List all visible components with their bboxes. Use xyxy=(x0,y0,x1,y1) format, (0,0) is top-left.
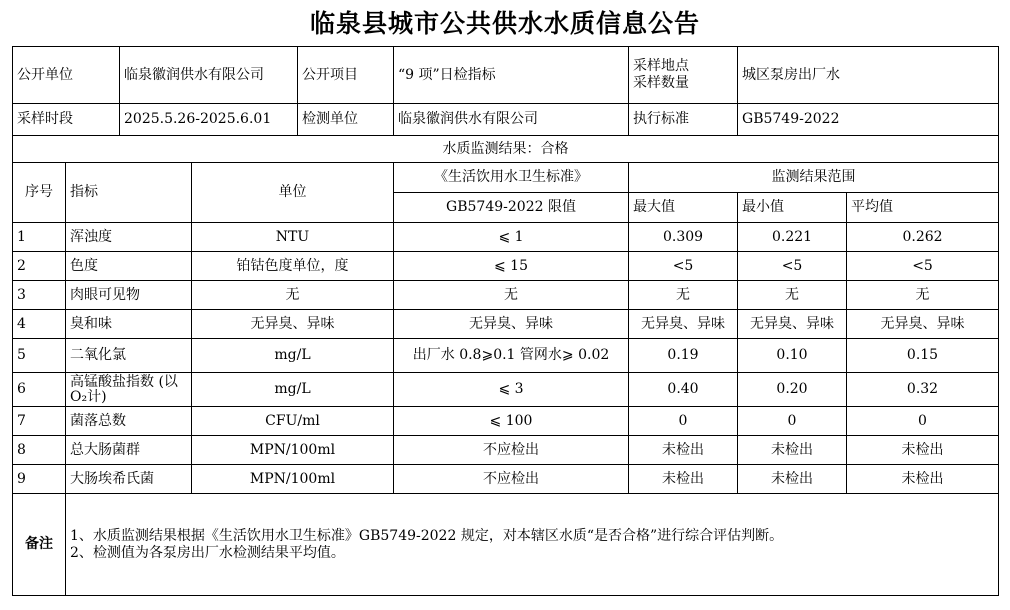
table-row xyxy=(13,252,999,281)
cell-unit: 无异臭、异味 xyxy=(192,310,394,339)
publisher-value: 临泉徽润供水有限公司 xyxy=(120,47,298,104)
cell-unit: mg/L xyxy=(192,339,394,373)
header-indicator: 指标 xyxy=(66,163,192,223)
cell-no: 5 xyxy=(13,339,66,373)
sampling-place-label xyxy=(629,47,738,104)
cell-indicator: 浑浊度 xyxy=(66,223,192,252)
table-row xyxy=(13,436,999,465)
period-value: 2025.5.26-2025.6.01 xyxy=(120,104,298,136)
cell-avg: 0.262 xyxy=(847,223,999,252)
cell-unit: MPN/100ml xyxy=(192,465,394,494)
cell-min: 0.221 xyxy=(738,223,847,252)
cell-min: 未检出 xyxy=(738,436,847,465)
table-row xyxy=(13,310,999,339)
cell-indicator: 臭和味 xyxy=(66,310,192,339)
header-range: 监测结果范围 xyxy=(629,163,999,193)
cell-no: 4 xyxy=(13,310,66,339)
cell-avg: 未检出 xyxy=(847,436,999,465)
cell-max: 0.40 xyxy=(629,373,738,407)
cell-min: 无 xyxy=(738,281,847,310)
cell-unit: NTU xyxy=(192,223,394,252)
cell-limit: 不应检出 xyxy=(394,436,629,465)
cell-limit: ⩽ 1 xyxy=(394,223,629,252)
cell-max: 未检出 xyxy=(629,465,738,494)
cell-no: 7 xyxy=(13,407,66,436)
header-standard-line2: GB5749-2022 限值 xyxy=(394,193,629,223)
item-label: 公开项目 xyxy=(298,47,394,104)
note-line-2: 2、检测值为各泵房出厂水检测结果平均值。 xyxy=(70,544,345,561)
cell-limit: ⩽ 100 xyxy=(394,407,629,436)
cell-unit: CFU/ml xyxy=(192,407,394,436)
notes-row xyxy=(13,494,999,596)
cell-indicator: 菌落总数 xyxy=(66,407,192,436)
cell-min: 0.10 xyxy=(738,339,847,373)
table-row xyxy=(13,281,999,310)
cell-max: 0 xyxy=(629,407,738,436)
header-avg: 平均值 xyxy=(847,193,999,223)
cell-min: 0.20 xyxy=(738,373,847,407)
info-row-2 xyxy=(13,104,999,136)
cell-indicator: 高锰酸盐指数 (以 O₂计) xyxy=(66,373,192,407)
cell-avg: 0.32 xyxy=(847,373,999,407)
cell-indicator: 总大肠菌群 xyxy=(66,436,192,465)
sampling-place-value: 城区泵房出厂水 xyxy=(738,47,999,104)
cell-min: 未检出 xyxy=(738,465,847,494)
cell-max: 0.309 xyxy=(629,223,738,252)
cell-max: 0.19 xyxy=(629,339,738,373)
notes-label: 备注 xyxy=(13,494,66,596)
header-no: 序号 xyxy=(13,163,66,223)
cell-limit: ⩽ 15 xyxy=(394,252,629,281)
cell-max: 无异臭、异味 xyxy=(629,310,738,339)
result-summary: 水质监测结果：合格 xyxy=(13,136,999,163)
cell-min: 无异臭、异味 xyxy=(738,310,847,339)
cell-no: 3 xyxy=(13,281,66,310)
cell-no: 9 xyxy=(13,465,66,494)
cell-avg: 无 xyxy=(847,281,999,310)
cell-limit: ⩽ 3 xyxy=(394,373,629,407)
cell-indicator: 肉眼可见物 xyxy=(66,281,192,310)
table-row xyxy=(13,223,999,252)
lab-value: 临泉徽润供水有限公司 xyxy=(394,104,629,136)
publisher-label: 公开单位 xyxy=(13,47,120,104)
page-title: 临泉县城市公共供水水质信息公告 xyxy=(309,9,700,38)
cell-min: 0 xyxy=(738,407,847,436)
cell-max: 未检出 xyxy=(629,436,738,465)
header-row-1 xyxy=(13,163,999,193)
cell-indicator: 色度 xyxy=(66,252,192,281)
cell-unit: 铂钴色度单位，度 xyxy=(192,252,394,281)
note-line-1: 1、水质监测结果根据《生活饮用水卫生标准》GB5749-2022 规定，对本辖区水质“是否合格”进行综合评估判断。 xyxy=(70,527,784,544)
cell-unit: mg/L xyxy=(192,373,394,407)
cell-unit: MPN/100ml xyxy=(192,436,394,465)
table-row xyxy=(13,465,999,494)
cell-limit: 无异臭、异味 xyxy=(394,310,629,339)
cell-avg: 0.15 xyxy=(847,339,999,373)
header-max: 最大值 xyxy=(629,193,738,223)
table-row xyxy=(13,407,999,436)
cell-no: 8 xyxy=(13,436,66,465)
table-row xyxy=(13,373,999,407)
cell-limit: 不应检出 xyxy=(394,465,629,494)
cell-max: <5 xyxy=(629,252,738,281)
cell-no: 2 xyxy=(13,252,66,281)
result-row xyxy=(13,136,999,163)
cell-avg: 0 xyxy=(847,407,999,436)
header-standard-line1: 《生活饮用水卫生标准》 xyxy=(394,163,629,193)
header-min: 最小值 xyxy=(738,193,847,223)
item-value: “9 项”日检指标 xyxy=(394,47,629,104)
header-unit: 单位 xyxy=(192,163,394,223)
table-row xyxy=(13,339,999,373)
period-label: 采样时段 xyxy=(13,104,120,136)
cell-no: 6 xyxy=(13,373,66,407)
cell-unit: 无 xyxy=(192,281,394,310)
cell-min: <5 xyxy=(738,252,847,281)
cell-avg: 未检出 xyxy=(847,465,999,494)
cell-avg: <5 xyxy=(847,252,999,281)
info-row-1 xyxy=(13,47,999,104)
standard-label: 执行标准 xyxy=(629,104,738,136)
lab-label: 检测单位 xyxy=(298,104,394,136)
sampling-count-label-text: 采样数量 xyxy=(633,75,690,91)
cell-indicator: 二氧化氯 xyxy=(66,339,192,373)
standard-value: GB5749-2022 xyxy=(738,104,999,136)
cell-avg: 无异臭、异味 xyxy=(847,310,999,339)
cell-indicator: 大肠埃希氏菌 xyxy=(66,465,192,494)
cell-max: 无 xyxy=(629,281,738,310)
cell-no: 1 xyxy=(13,223,66,252)
sampling-place-label-text: 采样地点 xyxy=(633,58,690,74)
water-quality-table xyxy=(12,46,999,596)
notes-content xyxy=(66,494,999,596)
cell-limit: 无 xyxy=(394,281,629,310)
cell-limit: 出厂水 0.8⩾0.1 管网水⩾ 0.02 xyxy=(394,339,629,373)
